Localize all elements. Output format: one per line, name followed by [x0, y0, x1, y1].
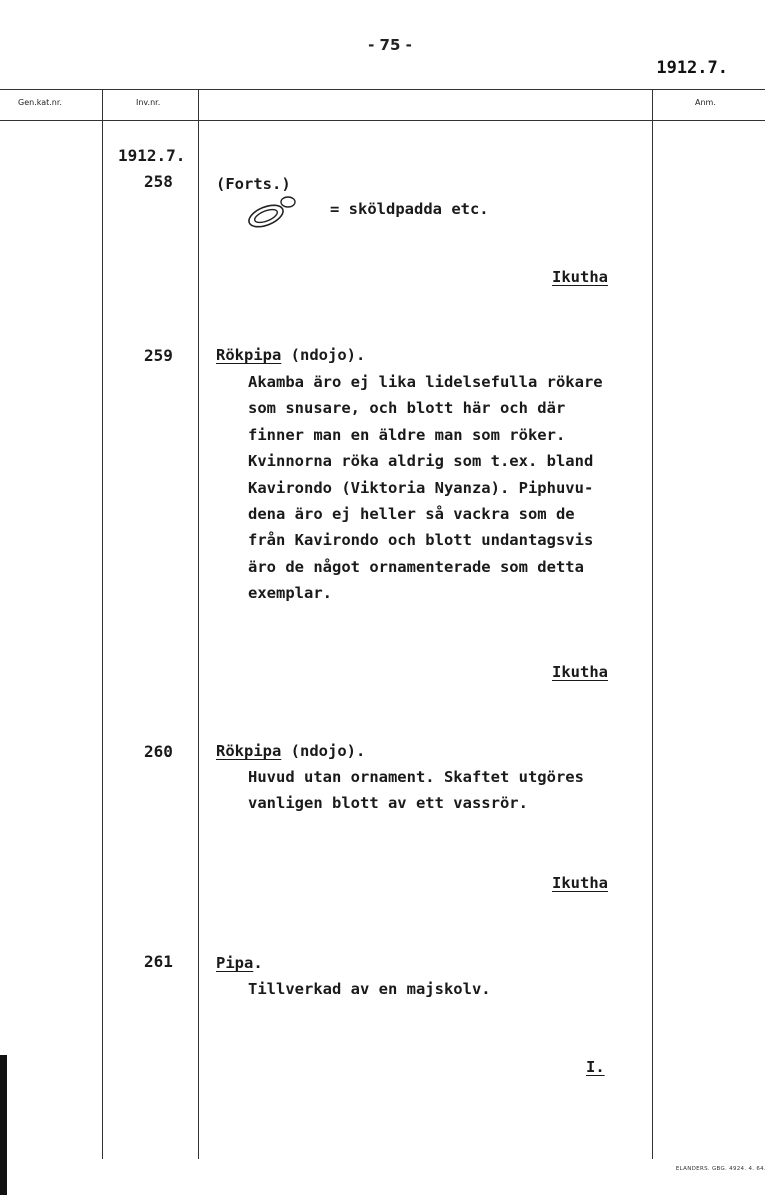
column-header-inv-nr: Inv.nr.	[136, 98, 161, 107]
header-top-rule	[0, 89, 765, 90]
year-label: 1912.7.	[118, 146, 186, 165]
object-name-rest-259: (ndojo).	[281, 346, 366, 364]
description-line: finner man en äldre man som röker.	[248, 425, 566, 444]
description-line: Tillverkad av en majskolv.	[248, 980, 491, 998]
column-divider-inv	[198, 89, 199, 1159]
entry-title-260	[216, 738, 365, 764]
description-line: Akamba äro ej lika lidelsefulla rökare	[248, 373, 603, 391]
description-261	[248, 976, 491, 1002]
printer-imprint: ELANDERS. GBG. 4924. 4. 64.	[675, 1166, 766, 1172]
header-bottom-rule	[0, 120, 765, 121]
left-margin-bar	[0, 1055, 7, 1195]
entry-title-261	[216, 950, 263, 976]
object-name-259: Rökpipa	[216, 346, 282, 364]
entry-title-259	[216, 342, 365, 368]
description-line: vanligen blott av ett vassrör.	[248, 794, 528, 813]
description-line: från Kavirondo och blott undantagsvis	[248, 531, 594, 550]
place-abbrev-261: I.	[586, 1058, 605, 1076]
object-name-260: Rökpipa	[216, 742, 282, 760]
column-divider-gen-kat	[102, 89, 103, 1159]
inv-number-261: 261	[144, 952, 173, 971]
inv-number-260: 260	[144, 742, 173, 761]
description-259	[248, 369, 603, 607]
object-name-rest-261: .	[253, 954, 263, 972]
description-line: äro de något ornamenterade som detta	[248, 557, 584, 576]
description-line: Huvud utan ornament. Skaftet utgöres	[248, 768, 584, 786]
continuation-note: (Forts.)	[216, 175, 291, 193]
shell-note: = sköldpadda etc.	[330, 200, 489, 218]
inv-number-259: 259	[144, 346, 173, 365]
column-header-gen-kat-nr: Gen.kat.nr.	[18, 98, 62, 107]
description-line: dena äro ej heller så vackra som de	[248, 505, 575, 524]
column-divider-anm	[652, 89, 653, 1159]
object-name-rest-260: (ndojo).	[281, 742, 366, 760]
column-header-anm: Anm.	[695, 98, 716, 107]
catalog-year: 1912.7.	[656, 58, 728, 78]
description-260	[248, 764, 584, 817]
place-ikutha-258: Ikutha	[552, 268, 608, 286]
description-line: Kvinnorna röka aldrig som t.ex. bland	[248, 452, 594, 471]
inv-number-258: 258	[144, 172, 173, 191]
description-line: som snusare, och blott här och där	[248, 399, 566, 418]
description-line: Kavirondo (Viktoria Nyanza). Piphuvu-	[248, 478, 594, 497]
description-line: exemplar.	[248, 584, 332, 603]
place-ikutha-259: Ikutha	[552, 663, 608, 681]
shell-sketch-icon	[244, 192, 304, 232]
page-number: - 75 -	[368, 36, 412, 54]
place-ikutha-260: Ikutha	[552, 874, 608, 892]
object-name-261: Pipa	[216, 954, 254, 972]
